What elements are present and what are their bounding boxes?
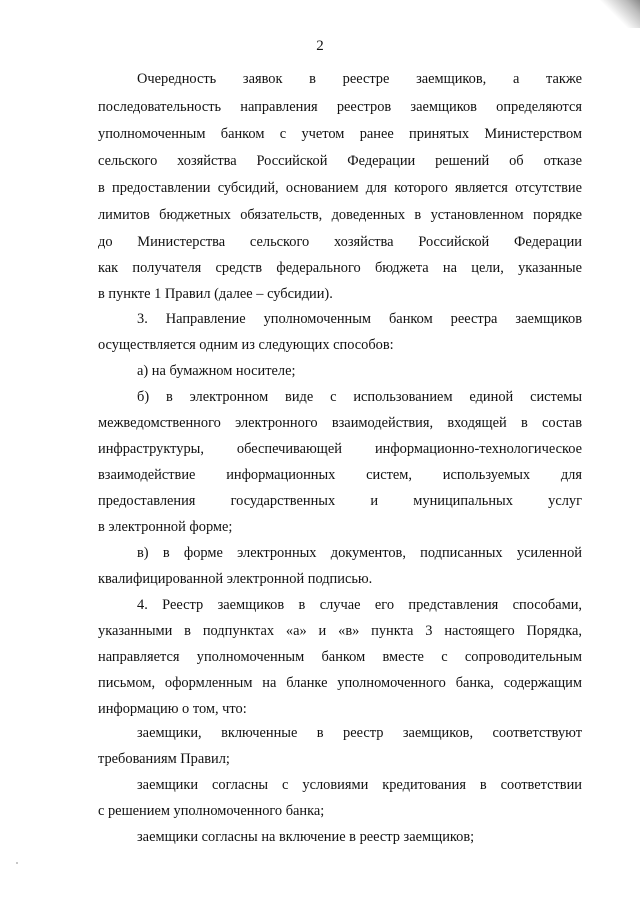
paragraph-3-line-1: а) на бумажном носителе; <box>137 363 296 379</box>
paragraph-1-line-6: лимитов бюджетных обязательств, доведенных в установленном порядке <box>98 207 582 223</box>
scan-speck <box>16 862 18 864</box>
paragraph-6-line-5: информацию о том, что: <box>98 701 247 717</box>
paragraph-4-line-5: предоставления государственных и муниципальных услуг <box>98 493 582 509</box>
paragraph-6-line-2: указанными в подпунктах «а» и «в» пункта 3 настоящего Порядка, <box>98 623 582 639</box>
paragraph-2-line-2: осуществляется одним из следующих способов: <box>98 337 394 353</box>
paragraph-1-line-8: как получателя средств федерального бюджета на цели, указанные <box>98 260 582 276</box>
paragraph-1-line-7: до Министерства сельского хозяйства Российской Федерации <box>98 234 582 250</box>
paragraph-4-line-2: межведомственного электронного взаимодействия, входящей в состав <box>98 415 582 431</box>
paragraph-6-line-4: письмом, оформленным на бланке уполномоченного банка, содержащим <box>98 675 582 691</box>
paragraph-8-line-1: заемщики согласны с условиями кредитования в соответствии <box>137 777 582 793</box>
paragraph-4-line-6: в электронной форме; <box>98 519 233 535</box>
paragraph-1-line-4: сельского хозяйства Российской Федерации решений об отказе <box>98 153 582 169</box>
paragraph-1-line-2: последовательность направления реестров заемщиков определяются <box>98 99 582 115</box>
paragraph-5-line-2: квалифицированной электронной подписью. <box>98 571 373 587</box>
paragraph-4-line-4: взаимодействие информационных систем, используемых для <box>98 467 582 483</box>
paragraph-1-line-3: уполномоченным банком с учетом ранее принятых Министерством <box>98 126 582 142</box>
paragraph-1-line-5: в предоставлении субсидий, основанием для которого является отсутствие <box>98 180 582 196</box>
paragraph-7-line-2: требованиям Правил; <box>98 751 230 767</box>
paragraph-4-line-3: инфраструктуры, обеспечивающей информационно-технологическое <box>98 441 582 457</box>
paragraph-7-line-1: заемщики, включенные в реестр заемщиков, соответствуют <box>137 725 582 741</box>
paragraph-6-line-3: направляется уполномоченным банком вместе с сопроводительным <box>98 649 582 665</box>
paragraph-1-line-9: в пункте 1 Правил (далее – субсидии). <box>98 286 333 302</box>
paragraph-4-line-1: б) в электронном виде с использованием единой системы <box>137 389 582 405</box>
paragraph-1-line-1: Очередность заявок в реестре заемщиков, а также <box>137 71 582 87</box>
paragraph-9-line-1: заемщики согласны на включение в реестр заемщиков; <box>137 829 475 845</box>
paragraph-5-line-1: в) в форме электронных документов, подписанных усиленной <box>137 545 582 561</box>
paragraph-8-line-2: с решением уполномоченного банка; <box>98 803 325 819</box>
page-number: 2 <box>316 38 324 54</box>
scan-corner-shadow <box>600 0 640 28</box>
paragraph-2-line-1: 3. Направление уполномоченным банком реестра заемщиков <box>137 311 582 327</box>
paragraph-6-line-1: 4. Реестр заемщиков в случае его представления способами, <box>137 597 582 613</box>
